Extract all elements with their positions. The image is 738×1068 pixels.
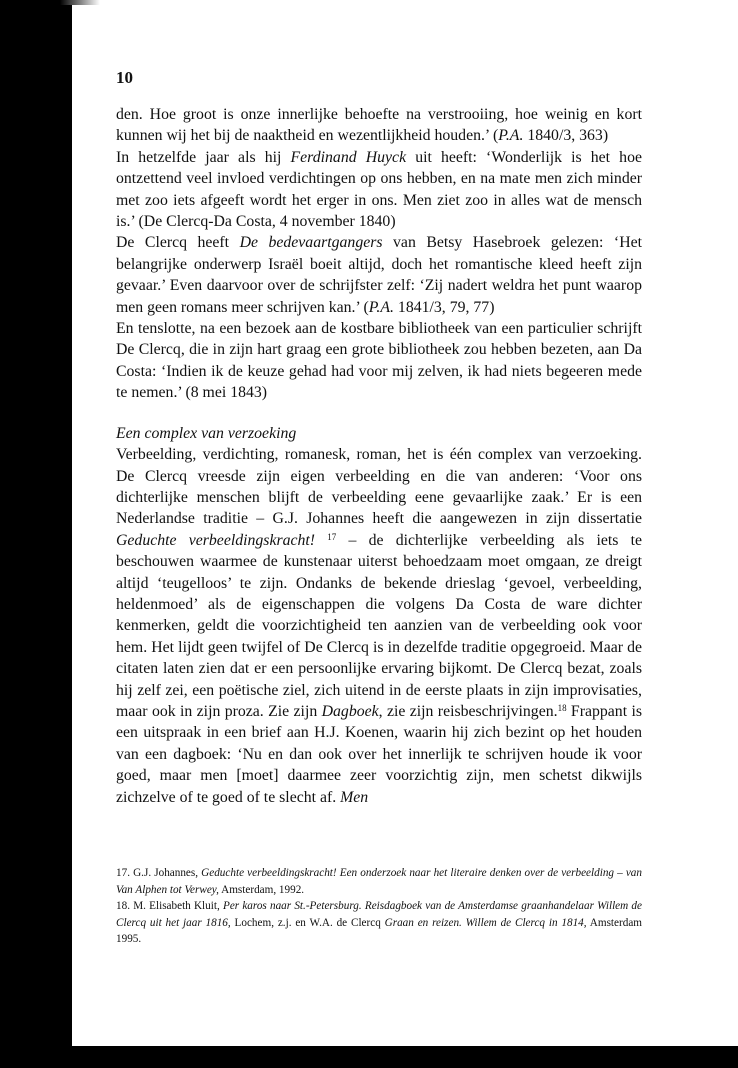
text-run [315,532,327,549]
text-run: In hetzelfde jaar als hij [116,148,291,166]
text-run: – de dichterlijke verbeelding als iets te beschouwen waarmee de kunstenaar uiterst behoedzaam moet omgaan, ze dreigt altijd ‘teugelloos’ te zijn. Ondanks de bekende drieslag ‘gevoel, verbeelding, heldenmoed’ als de eigenschappen die volgens Da Costa de ware dichter kenmerken, geldt die voorzichtigheid ten aanzien van de verbeelding ook voor hem. Het lijdt geen twijfel of De Clercq is in dezelfde traditie opgegroeid. Maar de citaten laten zien dat er een persoonlijke ervaring bijkomt. De Clercq bezat, zoals hij zelf zei, een poëtische ziel, zich uitend in de eerste plaats in zijn improvisaties, maar ook in zijn proza. Zie zijn [116,531,642,720]
text-run: Amsterdam, 1992. [218,883,305,896]
text-run: Men [340,788,369,806]
section-heading [116,423,642,444]
text-run: Graan en reizen. Willem de Clercq in 1814, [384,916,587,929]
text-run: 1841/3, 79, 77) [393,298,495,316]
text-run: Frappant is een uitspraak in een brief aan H.J. Koenen, waarin hij zich bezint op het houden van een dagboek: ‘Nu en dan ook over het innerlijk te schrijven houde ik voor goed, maar men [moet] daarmee zeer voorzichtig zijn, men schetst dikwijls zichzelve of te goed of te slecht af. [116,702,642,806]
footnote-ref: 17 [327,531,337,542]
paragraph [116,318,642,404]
text-run: van Betsy Hasebroek gelezen: ‘Het belangrijke onderwerp Israël boeit altijd, doch het romantische kleed heeft zijn gevaar.’ Even daarvoor over de schrijfster zelf: ‘Zij nadert weldra het punt waarop men geen romans meer schrijven kan.’ ( [116,234,643,316]
text-run: Ferdinand Huyck [290,148,407,166]
text-run: Per karos naar St.-Petersburg. Reisdagboek van de Amsterdamse graanhandelaar Willem de Clercq uit het jaar 1816, [116,900,642,929]
text-run: 1840/3, 363) [523,127,609,145]
scan-artifact [60,0,100,5]
text-run: 18. M. Elisabeth Kluit, [116,900,223,913]
text-run: Een complex van verzoeking [116,424,297,442]
paragraph [116,147,642,233]
footnote [116,865,642,898]
paragraph [116,104,642,147]
text-run: Lochem, z.j. en W.A. de Clercq [230,916,385,929]
footnote [116,898,642,948]
text-run: Verbeelding, verdichting, romanesk, roman, het is één complex van verzoeking. De Clercq vreesde zijn eigen verbeelding en die van anderen: ‘Voor ons dichterlijke menschen blijft de verbeelding eene gevaarlijke zaak.’ Er is een Nederlandse traditie – G.J. Johannes heeft die aangewezen in zijn dissertatie [116,446,642,528]
text-run: P.A. [498,127,524,145]
text-run: De bedevaartgangers [239,234,383,252]
text-run: uit heeft: ‘Wonderlijk is het hoe ontzettend veel invloed verdichtingen op ons hebben, en na mate men zich minder met zoo iets afgeeft wordt het erger in ons. Men ziet zoo in alles wat de mensch is.’ (De Clercq-Da Costa, 4 november 1840) [116,148,642,231]
scan-border-left [0,0,72,1068]
body-text [116,104,642,808]
text-run: Amsterdam 1995. [116,916,642,946]
paragraph [116,444,642,808]
page-number: 10 [116,68,133,87]
footnotes [116,865,642,948]
text-run: 17. G.J. Johannes, [116,867,202,879]
text-run: Dagboek [321,702,379,720]
text-run: P.A. [368,298,394,316]
text-run: den. Hoe groot is onze innerlijke behoefte na verstrooiing, hoe weinig en kort kunnen wij het bij de naaktheid en wezentlijkheid houden.’ ( [116,106,642,145]
text-run: De Clercq heeft [116,234,240,252]
text-run: Geduchte verbeeldingskracht! Een onderzoek naar het literaire denken over de verbeelding – van Van Alphen tot Verwey, [116,867,642,896]
text-run: En tenslotte, na een bezoek aan de kostbare bibliotheek van een particulier schrijft De Clercq, die in zijn hart graag een grote bibliotheek zou hebben bezeten, aan Da Costa: ‘Indien ik de keuze gehad had voor mij zelven, ik had niets begeeren mede te nemen.’ (8 mei 1843) [116,320,642,402]
paragraph [116,232,642,318]
text-run: , zie zijn reisbeschrijvingen. [378,702,558,720]
text-run: Geduchte verbeeldingskracht! [116,531,316,549]
scan-border-bottom [0,1046,738,1068]
footnote-ref: 18 [557,702,567,713]
